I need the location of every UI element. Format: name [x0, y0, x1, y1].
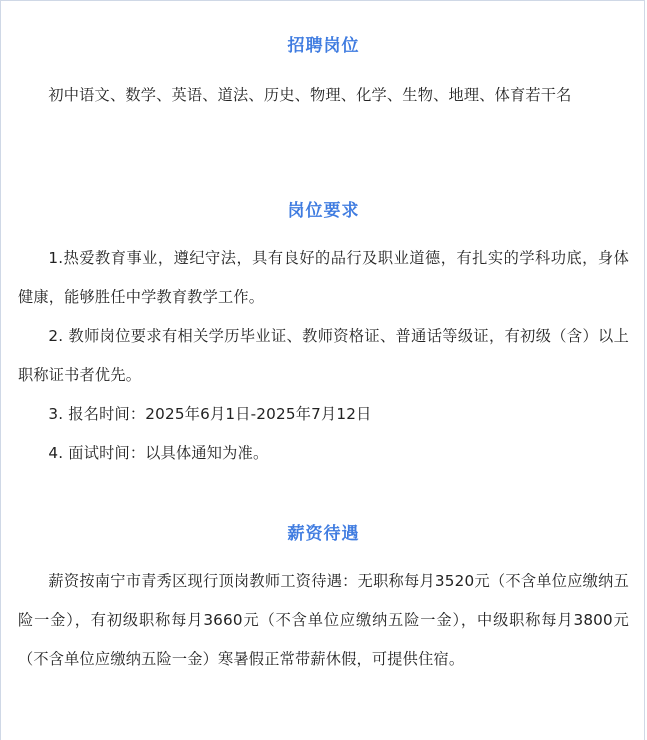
- section-heading-requirements: 岗位要求: [280, 199, 368, 223]
- section-positions: [18, 34, 629, 115]
- positions-text: 初中语文、数学、英语、道法、历史、物理、化学、生物、地理、体育若干名: [48, 86, 572, 104]
- section-heading-salary: 薪资待遇: [280, 522, 368, 546]
- section-heading-positions: 招聘岗位: [280, 34, 368, 58]
- requirement-item-3: 3. 报名时间：2025年6月1日-2025年7月12日: [48, 405, 372, 423]
- section-salary: [18, 522, 629, 679]
- requirement-item-2: 2. 教师岗位要求有相关学历毕业证、教师资格证、普通话等级证，有初级（含）以上职称证书者优先。: [18, 327, 629, 384]
- requirement-item-4: 4. 面试时间：以具体通知为准。: [48, 444, 269, 462]
- salary-text: 薪资按南宁市青秀区现行顶岗教师工资待遇：无职称每月3520元（不含单位应缴纳五险一金），有初级职称每月3660元（不含单位应缴纳五险一金），中级职称每月3800元（不含单位应缴纳五险一金）寒暑假正常带薪休假，可提供住宿。: [18, 572, 629, 668]
- requirement-item-1: 1.热爱教育事业，遵纪守法，具有良好的品行及职业道德，有扎实的学科功底，身体健康，能够胜任中学教育教学工作。: [18, 249, 629, 306]
- section-requirements: [18, 199, 629, 473]
